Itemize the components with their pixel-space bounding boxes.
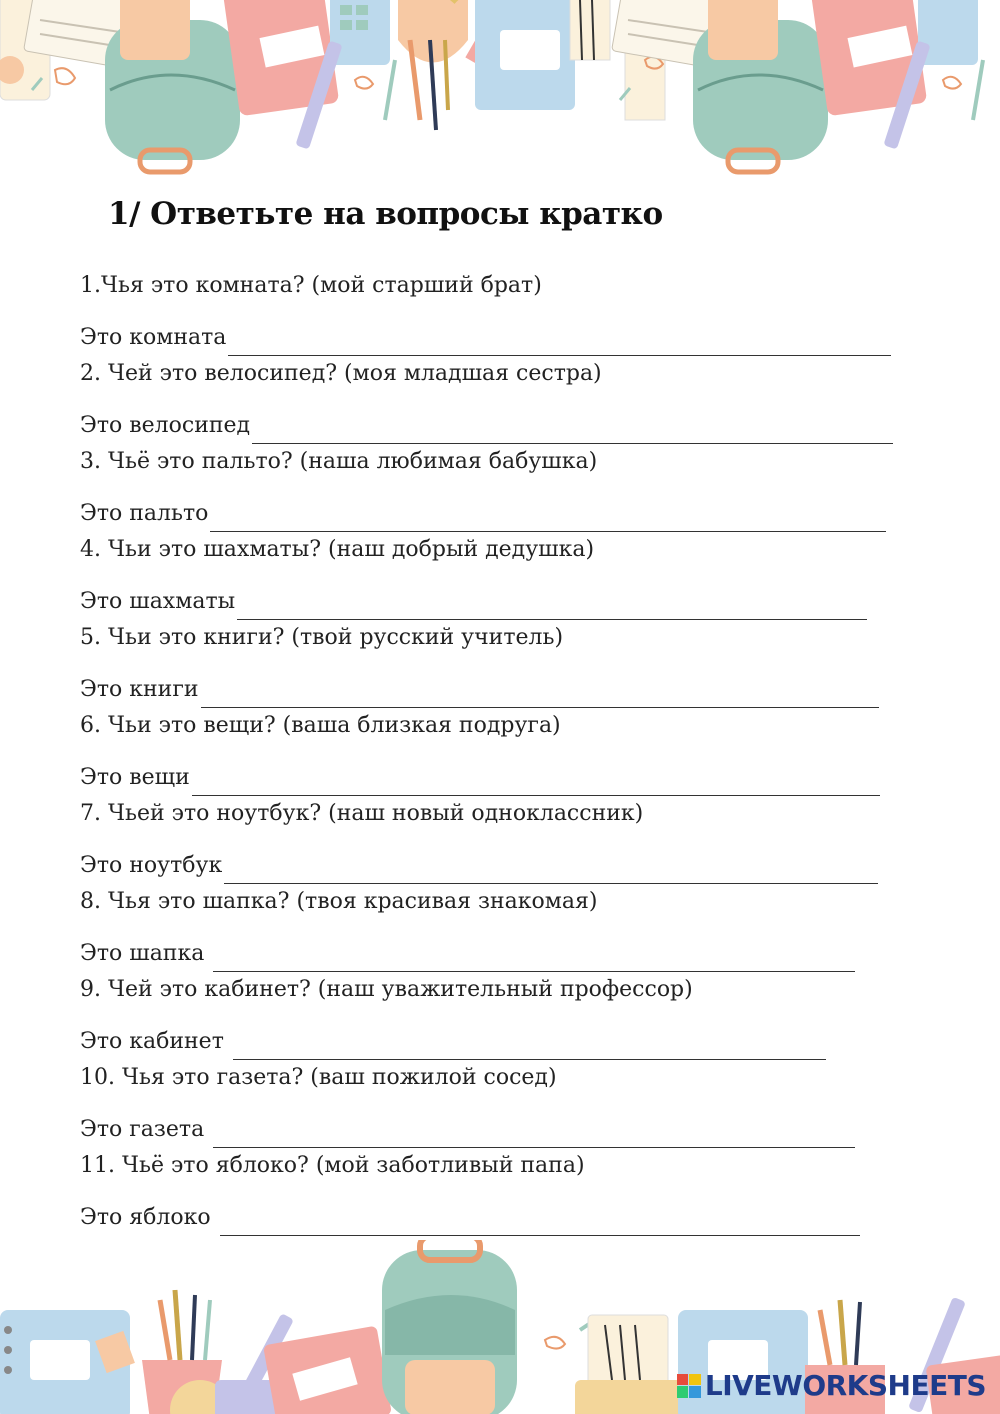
answer-prefix: Это газета — [80, 1117, 212, 1142]
answer-row — [80, 312, 920, 356]
answer-input[interactable] — [213, 1119, 855, 1148]
answer-input[interactable] — [220, 1207, 860, 1236]
answer-prefix: Это велосипед — [80, 413, 251, 438]
answer-row — [80, 1016, 920, 1060]
answer-prefix: Это шапка — [80, 941, 212, 966]
question-text: 3. Чьё это пальто? (наша любимая бабушка) — [80, 449, 598, 474]
answer-row — [80, 752, 920, 796]
question-text: 4. Чьи это шахматы? (наш добрый дедушка) — [80, 537, 595, 562]
bottom-decorative-banner — [0, 1240, 1000, 1414]
top-decorative-banner — [0, 0, 1000, 180]
answer-input[interactable] — [224, 855, 878, 884]
question-text: 2. Чей это велосипед? (моя младшая сестра) — [80, 361, 602, 386]
answer-prefix: Это комната — [80, 325, 227, 350]
answer-input[interactable] — [228, 327, 891, 356]
answer-prefix: Это ноутбук — [80, 853, 223, 878]
question-text: 11. Чьё это яблоко? (мой заботливый папа) — [80, 1153, 585, 1178]
answer-prefix: Это пальто — [80, 501, 209, 526]
answer-prefix: Это кабинет — [80, 1029, 231, 1054]
school-supplies-illustration-left — [0, 0, 665, 172]
questions-list — [80, 268, 920, 1236]
answer-row — [80, 488, 920, 532]
answer-input[interactable] — [237, 591, 867, 620]
answer-input[interactable] — [233, 1031, 826, 1060]
answer-input[interactable] — [192, 767, 880, 796]
answer-input[interactable] — [201, 679, 879, 708]
answer-row — [80, 928, 920, 972]
answer-input[interactable] — [213, 943, 855, 972]
answer-prefix: Это книги — [80, 677, 199, 702]
question-text: 5. Чьи это книги? (твой русский учитель) — [80, 625, 564, 650]
answer-input[interactable] — [252, 415, 893, 444]
liveworksheets-logo-icon — [677, 1374, 701, 1398]
answer-row — [80, 840, 920, 884]
answer-prefix: Это яблоко — [80, 1205, 218, 1230]
answer-row — [80, 664, 920, 708]
answer-input[interactable] — [210, 503, 886, 532]
brand-name: LIVEWORKSHEETS — [704, 1369, 986, 1402]
liveworksheets-brand[interactable] — [677, 1369, 986, 1402]
question-text: 8. Чья это шапка? (твоя красивая знакомая) — [80, 889, 598, 914]
page-title: 1/ Ответьте на вопросы кратко — [108, 196, 663, 232]
school-supplies-illustration-right — [612, 0, 983, 172]
answer-row — [80, 1104, 920, 1148]
answer-prefix: Это вещи — [80, 765, 190, 790]
question-text: 1.Чья это комната? (мой старший брат) — [80, 273, 542, 298]
question-text: 9. Чей это кабинет? (наш уважительный профессор) — [80, 977, 693, 1002]
question-text: 6. Чьи это вещи? (ваша близкая подруга) — [80, 713, 561, 738]
question-text: 7. Чьей это ноутбук? (наш новый одноклассник) — [80, 801, 644, 826]
answer-prefix: Это шахматы — [80, 589, 236, 614]
answer-row — [80, 1192, 920, 1236]
question-text: 10. Чья это газета? (ваш пожилой сосед) — [80, 1065, 557, 1090]
answer-row — [80, 400, 920, 444]
answer-row — [80, 576, 920, 620]
